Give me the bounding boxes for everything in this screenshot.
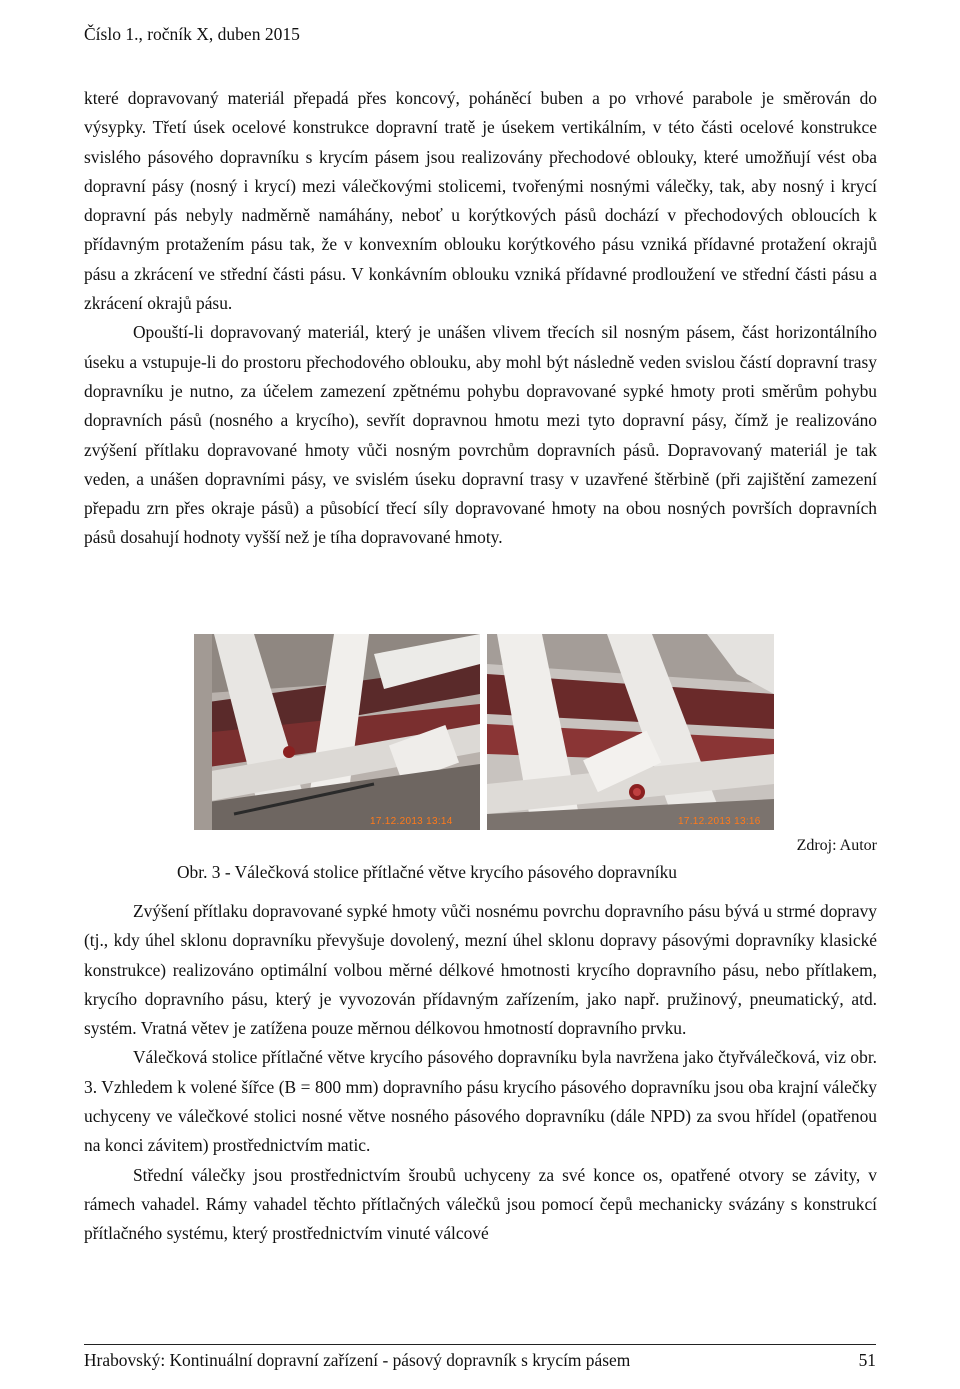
- body-text-top: [84, 84, 877, 553]
- figure-caption: Obr. 3 - Válečková stolice přítlačné větve krycího pásového dopravníku: [177, 862, 677, 882]
- photo-timestamp: 17.12.2013 13:16: [678, 816, 761, 827]
- issue-label: Číslo 1., ročník X, duben 2015: [84, 24, 300, 44]
- roller-station-photo-right: [487, 634, 774, 830]
- paragraph: Střední válečky jsou prostřednictvím šroubů uchyceny za své konce os, opatřené otvory se závity, v rámech vahadel. Rámy vahadel těchto přítlačných válečků jsou pomocí čepů mechanicky svázány s konstrukcí přítlačného systému, který prostřednictvím vinuté válcové: [84, 1164, 877, 1244]
- figure-photo-left: [194, 634, 480, 830]
- figure-source: Zdroj: Autor: [796, 837, 877, 854]
- paragraph: Zvýšení přítlaku dopravované sypké hmoty vůči nosnému povrchu dopravního pásu bývá u strmé dopravy (tj., kdy úhel sklonu dopravníku převyšuje dovolený, mezní úhel sklonu dopravy pásovými dopravníky klasické konstrukce) realizováno optimální volbou měrné délkové hmotnosti krycího dopravního pásu, nebo přítlakem, krycího dopravního pásu, který je vyvozován přídavným zařízením, jako např. pružinový, pneumatický, atd. systém. Vratná větev je zatížena pouze měrnou délkovou hmotností dopravního prvku.: [84, 901, 877, 1039]
- paragraph: které dopravovaný materiál přepadá přes koncový, poháněcí buben a po vrhové parabole je směrován do výsypky. Třetí úsek ocelové konstrukce dopravní tratě je úsekem vertikálním, v této části ocelové konstrukce svislého pásového dopravníku s krycím pásem jsou realizovány přechodové oblouky, které umožňují vést oba dopravní pásy (nosný i krycí) mezi válečkovými stolicemi, tvořenými nosnými válečky, tak, aby nosný i krycí dopravní pás nebyly nadměrně namáhány, neboť u korýtkových pásů dochází v přechodových obloucích k přídavným protažením pásu tak, že v konvexním oblouku korýtkového pásu vzniká přídavné protažení okrajů pásu a zkrácení ve střední části pásu. V konkávním oblouku vzniká přídavné prodloužení ve střední části pásu a zkrácení okrajů pásu.: [84, 88, 877, 314]
- roller-station-photo-left: [194, 634, 480, 830]
- page-number: 51: [858, 1350, 876, 1370]
- page-footer: [84, 1344, 876, 1372]
- body-text-bottom: [84, 897, 877, 1249]
- photo-timestamp: 17.12.2013 13:14: [370, 816, 453, 827]
- footer-title: Hrabovský: Kontinuální dopravní zařízení - pásový dopravník s krycím pásem: [84, 1350, 631, 1370]
- paragraph: Opouští-li dopravovaný materiál, který je unášen vlivem třecích sil nosným pásem, část horizontálního úseku a vstupuje-li do prostoru přechodového oblouku, aby mohl být následně veden svislou částí dopravní trasy dopravníku je nutno, za účelem zamezení zpětnému pohybu dopravované sypké hmoty proti směrům pohybu dopravních pásů (nosného a krycího), sevřít dopravnou hmotu mezi tyto dopravní pásy, čímž je realizováno zvýšení přítlaku dopravované hmoty vůči nosným povrchům dopravních pásů. Dopravovaný materiál je tak veden, a unášen dopravními pásy, ve svislém úseku dopravní trasy v uzavřené štěrbině (při zajištění zamezení přepadu zrn přes okraje pásů) a působící třecí síly dopravované hmoty na obou nosných površích dopravních pásů dosahují hodnoty vyšší než je tíha dopravované hmoty.: [84, 322, 877, 548]
- paragraph: Válečková stolice přítlačné větve krycího pásového dopravníku byla navržena jako čtyřválečková, viz obr. 3. Vzhledem k volené šířce (B = 800 mm) dopravního pásu krycího pásového dopravníku jsou oba krajní válečky uchyceny ve válečkové stolici nosné větve nosného pásového dopravníku (dále NPD) za svou hřídel (opatřenou na konci závitem) prostřednictvím matic.: [84, 1047, 877, 1156]
- page-header: [84, 22, 300, 46]
- figure-photo-right: [487, 634, 774, 830]
